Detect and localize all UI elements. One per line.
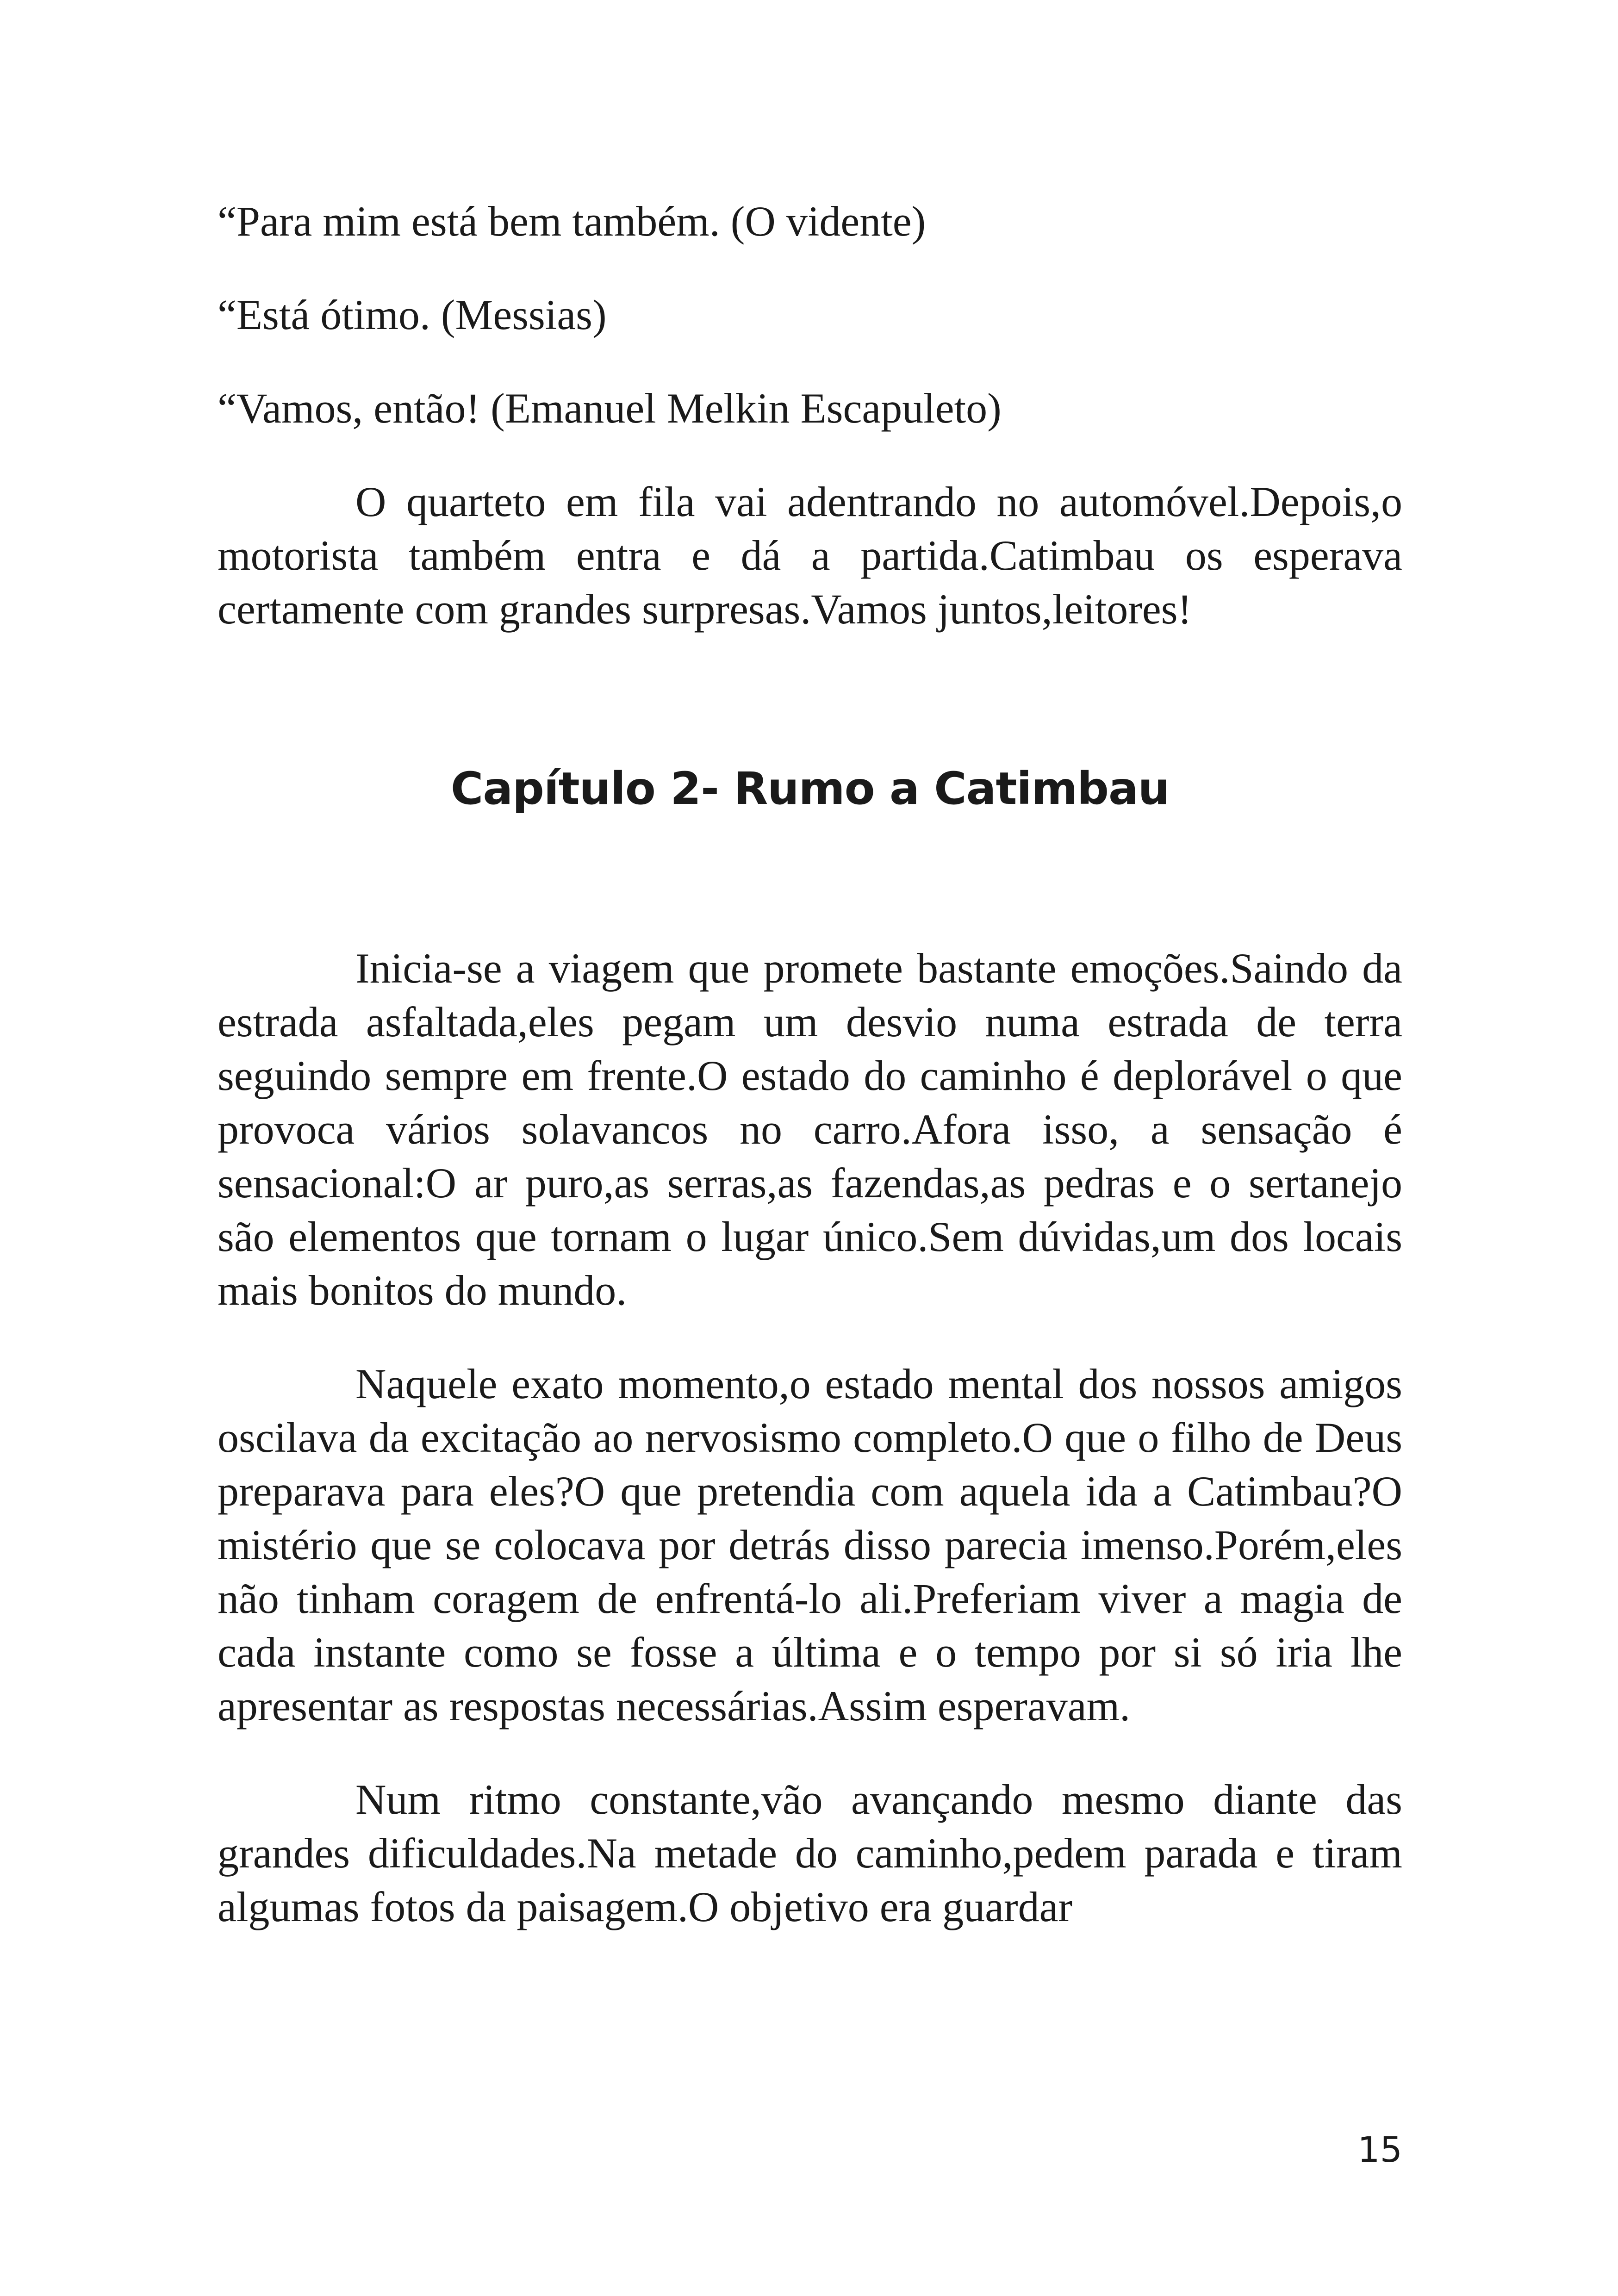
intro-paragraph: O quarteto em fila vai adentrando no automóvel.Depois,o motorista também entra e dá a partida.Catimbau os esperava certamente com grandes surpresas.Vamos juntos,leitores! [218,478,1402,633]
paragraph-steady-pace: Num ritmo constante,vão avançando mesmo diante das grandes dificuldades.Na metade do caminho,pedem parada e tiram algumas fotos da paisagem.O objetivo era guardar [218,1776,1402,1930]
page-body [218,194,1402,1934]
paragraph-mental-state: Naquele exato momento,o estado mental dos nossos amigos oscilava da excitação ao nervosismo completo.O que o filho de Deus preparava para eles?O que pretendia com aquela ida a Catimbau?O mistério que se colocava por detrás disso parecia imenso.Porém,eles não tinham coragem de enfrentá-lo ali.Preferiam viver a magia de cada instante como se fosse a última e o tempo por si só iria lhe apresentar as respostas necessárias.Assim esperavam. [218,1360,1402,1730]
dialogue-line-messias: “Está ótimo. (Messias) [218,291,607,338]
paragraph-journey: Inicia-se a viagem que promete bastante emoções.Saindo da estrada asfaltada,eles pegam um desvio numa estrada de terra seguindo sempre em frente.O estado do caminho é deplorável o que provoca vários solavancos no carro.Afora isso, a sensação é sensacional:O ar puro,as serras,as fazendas,as pedras e o sertanejo são elementos que tornam o lugar único.Sem dúvidas,um dos locais mais bonitos do mundo. [218,945,1402,1314]
dialogue-line-vidente: “Para mim está bem também. (O vidente) [218,198,926,245]
chapter-title: Capítulo 2- Rumo a Catimbau [450,763,1170,815]
dialogue-line-emanuel: “Vamos, então! (Emanuel Melkin Escapuleto) [218,385,1002,432]
page-number: 15 [1357,2129,1402,2170]
